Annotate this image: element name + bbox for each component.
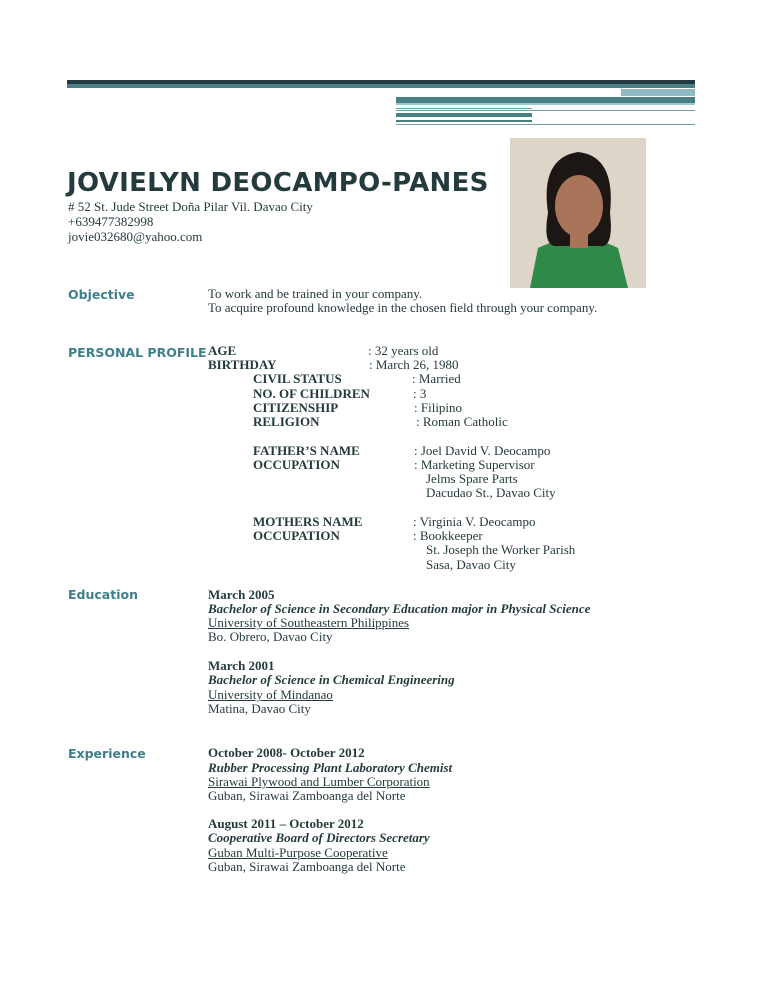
experience-place: Guban, Sirawai Zamboanga del Norte <box>208 859 406 874</box>
profile-key: CITIZENSHIP <box>253 400 339 415</box>
profile-key: OCCUPATION <box>253 528 340 543</box>
section-label-education: Education <box>68 587 138 602</box>
profile-value: St. Joseph the Worker Parish <box>426 542 576 557</box>
education-school: University of Mindanao <box>208 687 333 702</box>
phone: +639477382998 <box>68 214 154 229</box>
email: jovie032680@yahoo.com <box>68 229 203 244</box>
address: # 52 St. Jude Street Doña Pilar Vil. Davao City <box>68 199 313 214</box>
profile-value: : Virginia V. Deocampo <box>413 514 536 529</box>
profile-photo <box>510 138 646 288</box>
section-label-objective: Objective <box>68 287 135 302</box>
education-degree: Bachelor of Science in Secondary Education major in Physical Science <box>208 601 591 616</box>
education-date: March 2001 <box>208 658 275 673</box>
profile-value: : 3 <box>413 386 427 401</box>
profile-value: : Bookkeeper <box>413 528 483 543</box>
profile-key: CIVIL STATUS <box>253 371 342 386</box>
decor-bar <box>396 110 695 111</box>
profile-key: AGE <box>208 343 237 358</box>
profile-value: : Roman Catholic <box>416 414 508 429</box>
candidate-name: JOVIELYN DEOCAMPO-PANES <box>67 168 489 198</box>
decor-bar <box>396 108 532 109</box>
profile-key: OCCUPATION <box>253 457 340 472</box>
decor-bar <box>621 89 695 96</box>
decor-bar <box>396 124 695 125</box>
experience-place: Guban, Sirawai Zamboanga del Norte <box>208 788 406 803</box>
experience-title: Rubber Processing Plant Laboratory Chemist <box>208 760 453 775</box>
education-place: Bo. Obrero, Davao City <box>208 629 333 644</box>
section-label-experience: Experience <box>68 746 146 761</box>
experience-company: Guban Multi-Purpose Cooperative <box>208 845 388 860</box>
profile-value: Jelms Spare Parts <box>426 471 518 486</box>
objective-line: To acquire profound knowledge in the chosen field through your company. <box>208 300 598 315</box>
profile-value: : Married <box>412 371 461 386</box>
profile-key: BIRTHDAY <box>208 357 277 372</box>
education-school: University of Southeastern Philippines <box>208 615 410 630</box>
profile-value: : Filipino <box>414 400 463 415</box>
profile-value: : Marketing Supervisor <box>414 457 535 472</box>
section-label-profile: PERSONAL PROFILE <box>68 345 207 360</box>
experience-company: Sirawai Plywood and Lumber Corporation <box>208 774 430 789</box>
profile-value: : Joel David V. Deocampo <box>414 443 551 458</box>
profile-key: FATHER’S NAME <box>253 443 360 458</box>
profile-key: RELIGION <box>253 414 320 429</box>
experience-date: October 2008- October 2012 <box>208 745 365 760</box>
experience-date: August 2011 – October 2012 <box>208 816 364 831</box>
profile-value: Sasa, Davao City <box>426 557 516 572</box>
header-rule-teal <box>67 84 695 88</box>
profile-value: Dacudao St., Davao City <box>426 485 556 500</box>
profile-value: : March 26, 1980 <box>369 357 459 372</box>
profile-value: : 32 years old <box>368 343 439 358</box>
profile-key: MOTHERS NAME <box>253 514 363 529</box>
education-date: March 2005 <box>208 587 275 602</box>
objective-line: To work and be trained in your company. <box>208 286 423 301</box>
decor-bar <box>396 103 695 105</box>
education-place: Matina, Davao City <box>208 701 311 716</box>
profile-key: NO. OF CHILDREN <box>253 386 370 401</box>
experience-title: Cooperative Board of Directors Secretary <box>208 830 430 845</box>
decor-bar <box>396 120 532 122</box>
decor-bar <box>396 113 532 117</box>
education-degree: Bachelor of Science in Chemical Engineering <box>208 672 455 687</box>
